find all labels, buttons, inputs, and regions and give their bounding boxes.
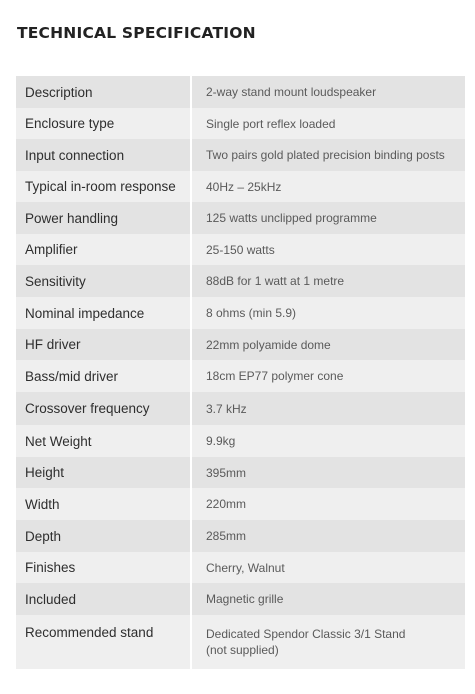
spec-row bbox=[16, 488, 465, 520]
spec-label: Height bbox=[16, 457, 192, 488]
spec-label: Included bbox=[16, 583, 192, 615]
spec-row bbox=[16, 520, 465, 552]
spec-label: Enclosure type bbox=[16, 108, 192, 139]
spec-row bbox=[16, 360, 465, 392]
spec-value: 125 watts unclipped programme bbox=[192, 202, 465, 234]
spec-value: 25-150 watts bbox=[192, 234, 465, 265]
spec-row bbox=[16, 425, 465, 457]
spec-label: Crossover frequency bbox=[16, 392, 192, 425]
spec-row bbox=[16, 171, 465, 202]
spec-value: 2-way stand mount loudspeaker bbox=[192, 76, 465, 108]
spec-row bbox=[16, 583, 465, 615]
spec-label: Recommended stand bbox=[16, 615, 192, 669]
spec-label: Typical in-room response bbox=[16, 171, 192, 202]
spec-label: HF driver bbox=[16, 329, 192, 360]
spec-row bbox=[16, 329, 465, 360]
spec-value: 285mm bbox=[192, 520, 465, 552]
spec-value: 40Hz – 25kHz bbox=[192, 171, 465, 202]
spec-label: Bass/mid driver bbox=[16, 360, 192, 392]
spec-value-line: (not supplied) bbox=[206, 643, 279, 657]
spec-row bbox=[16, 552, 465, 583]
spec-row bbox=[16, 139, 465, 171]
spec-value: Single port reflex loaded bbox=[192, 108, 465, 139]
spec-row bbox=[16, 392, 465, 425]
spec-row bbox=[16, 297, 465, 329]
spec-label: Depth bbox=[16, 520, 192, 552]
spec-value: 220mm bbox=[192, 488, 465, 520]
spec-row bbox=[16, 615, 465, 669]
spec-value: 18cm EP77 polymer cone bbox=[192, 360, 465, 392]
spec-table bbox=[16, 76, 465, 669]
spec-value: Two pairs gold plated precision binding posts bbox=[192, 139, 465, 171]
spec-label: Net Weight bbox=[16, 425, 192, 457]
spec-value: 395mm bbox=[192, 457, 465, 488]
spec-row bbox=[16, 76, 465, 108]
spec-row bbox=[16, 265, 465, 297]
spec-row bbox=[16, 202, 465, 234]
spec-row bbox=[16, 457, 465, 488]
spec-value: 3.7 kHz bbox=[192, 392, 465, 425]
spec-label: Amplifier bbox=[16, 234, 192, 265]
page-title: TECHNICAL SPECIFICATION bbox=[17, 24, 256, 42]
spec-label: Width bbox=[16, 488, 192, 520]
spec-value: Cherry, Walnut bbox=[192, 552, 465, 583]
spec-value: 88dB for 1 watt at 1 metre bbox=[192, 265, 465, 297]
spec-row bbox=[16, 108, 465, 139]
spec-value: 8 ohms (min 5.9) bbox=[192, 297, 465, 329]
spec-label: Nominal impedance bbox=[16, 297, 192, 329]
spec-label: Description bbox=[16, 76, 192, 108]
spec-value: 9.9kg bbox=[192, 425, 465, 457]
spec-label: Sensitivity bbox=[16, 265, 192, 297]
spec-row bbox=[16, 234, 465, 265]
spec-label: Finishes bbox=[16, 552, 192, 583]
spec-label: Input connection bbox=[16, 139, 192, 171]
spec-label: Power handling bbox=[16, 202, 192, 234]
spec-value bbox=[192, 615, 465, 669]
spec-value: Magnetic grille bbox=[192, 583, 465, 615]
spec-value: 22mm polyamide dome bbox=[192, 329, 465, 360]
spec-value-line: Dedicated Spendor Classic 3/1 Stand bbox=[206, 627, 406, 641]
